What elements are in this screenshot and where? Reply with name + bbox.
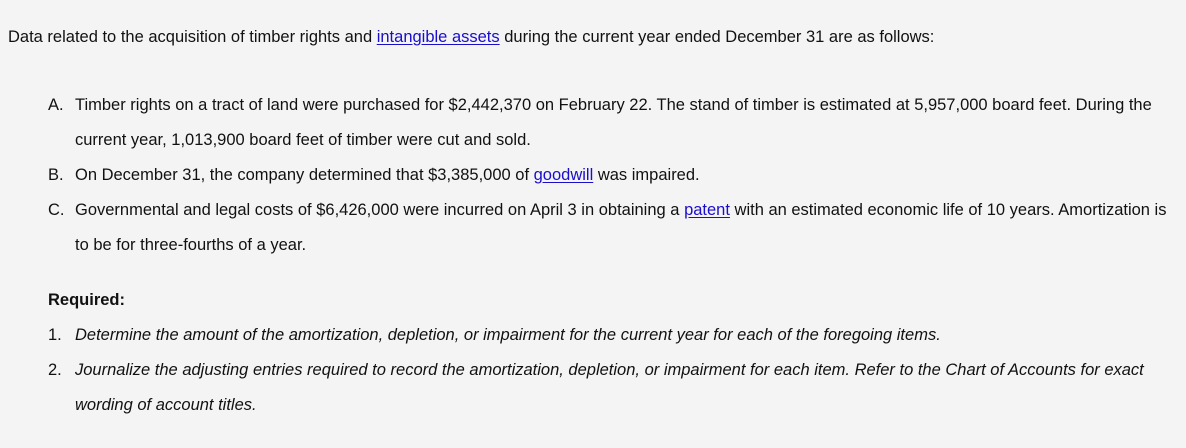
task-text-2: Journalize the adjusting entries required to record the amortization, depletion, or impairment for each item. Refer to the Chart of Accounts for exact wording of account titles. [75, 361, 1144, 414]
item-c-text-after: with an estimated economic life of 10 years. Amortization is to be for three-fourths of a year. [75, 201, 1167, 254]
item-b-text-after: was impaired. [593, 166, 700, 184]
item-marker-a: A. [48, 96, 64, 114]
item-text-a: Timber rights on a tract of land were purchased for $2,442,370 on February 22. The stand of timber is estimated at 5,957,000 board feet. During the current year, 1,013,900 board feet of timber were cut and sold. [75, 96, 1152, 149]
item-text-b [75, 158, 1178, 193]
intro-text-before: Data related to the acquisition of timber rights and [8, 28, 377, 46]
list-item-c [48, 193, 1178, 263]
task-item-1 [48, 318, 1178, 353]
list-item-b [48, 158, 1178, 193]
item-text-c [75, 193, 1178, 263]
task-text-1: Determine the amount of the amortization, depletion, or impairment for the current year for each of the foregoing items. [75, 326, 941, 344]
data-items-list [48, 88, 1178, 263]
task-marker-1: 1. [48, 326, 62, 344]
intro-paragraph [8, 27, 934, 47]
required-heading: Required: [48, 291, 126, 309]
item-marker-b: B. [48, 166, 64, 184]
task-item-2 [48, 353, 1178, 423]
required-tasks-list [48, 318, 1178, 423]
task-marker-2: 2. [48, 361, 62, 379]
list-item-a [48, 88, 1178, 158]
patent-link[interactable]: patent [684, 201, 730, 219]
intro-text-after: during the current year ended December 31 are as follows: [499, 28, 935, 46]
item-c-text-before: Governmental and legal costs of $6,426,000 were incurred on April 3 in obtaining a [75, 201, 685, 219]
goodwill-link[interactable]: goodwill [533, 166, 594, 184]
item-marker-c: C. [48, 201, 65, 219]
item-b-text-before: On December 31, the company determined that $3,385,000 of [75, 166, 534, 184]
intangible-assets-link[interactable]: intangible assets [376, 28, 500, 46]
